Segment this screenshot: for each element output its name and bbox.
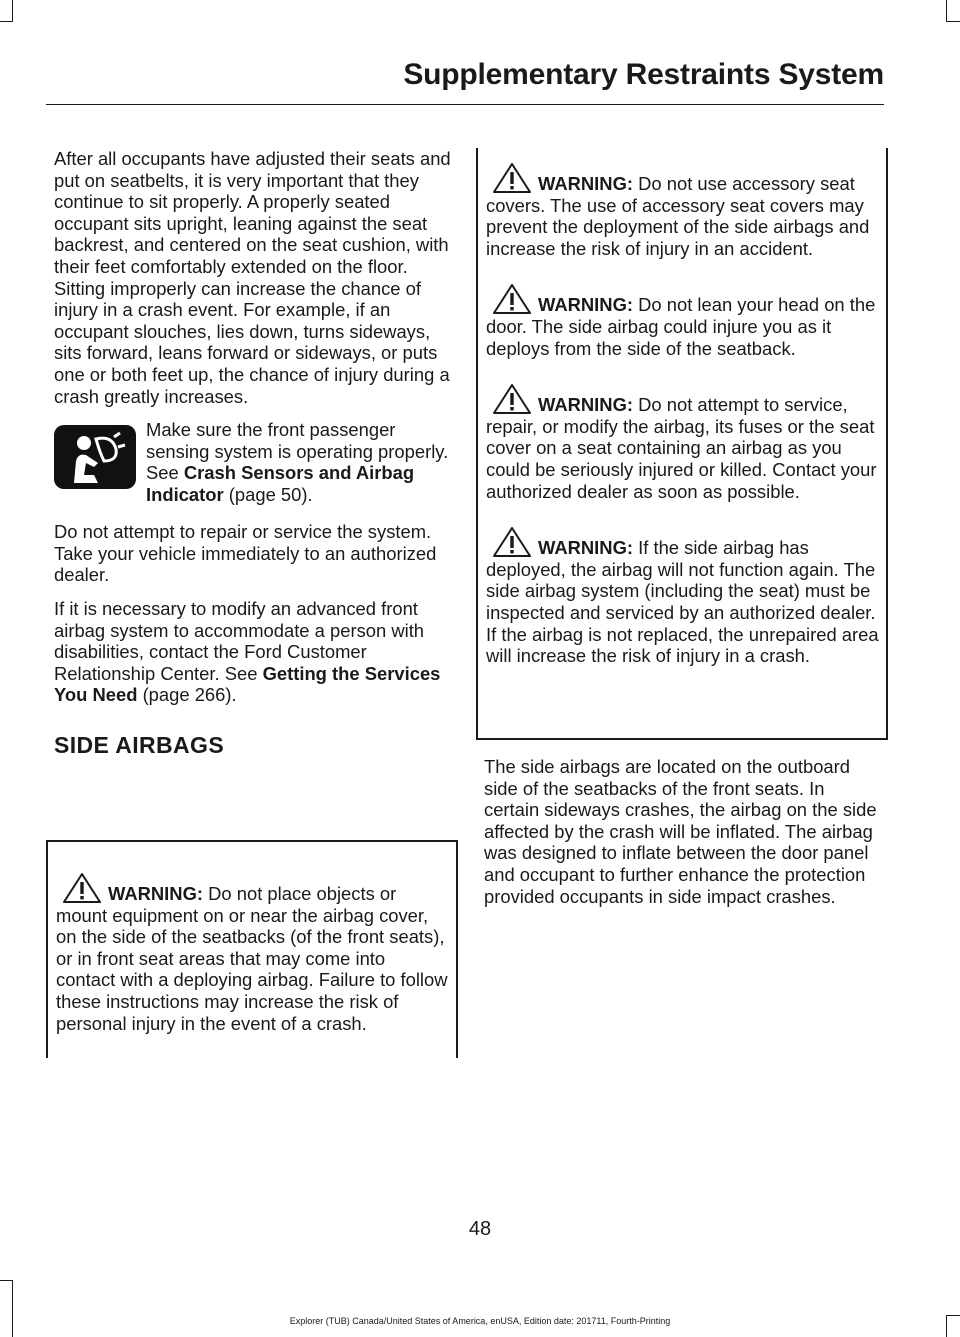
page-title: Supplementary Restraints System [403,58,884,91]
warning-text: WARNING: Do not place objects or mount equipment on or near the airbag cover, on the side of the seatbacks (of the front seats), or in front seat areas that may come into contact with a deploying airbag. Failure to follow these instructions may increase the risk of personal injury in the event of a crash. [48,842,456,1034]
warning-triangle-icon [56,872,106,904]
warning-triangle-icon [486,526,536,558]
warning-triangle-icon [486,283,536,315]
warning-text: WARNING: Do not use accessory seat covers. The use of accessory seat covers may prevent the deployment of the side airbags and increase the risk of injury in an accident. [478,148,886,259]
crop-mark [0,21,13,22]
crash-sensors-link[interactable]: Crash Sensors and Airbag Indicator [146,462,415,505]
repair-paragraph: Do not attempt to repair or service the system. Take your vehicle immediately to an authorized dealer. [54,521,437,586]
side-airbag-location-paragraph: The side airbags are located on the outboard side of the seatbacks of the front seats. In certain sideways crashes, the airbag on the side affected by the crash will be inflated. The airbag was designed to inflate between the door panel and occupant to further enhance the protection provided occupants in side impact crashes. [484,756,877,907]
crop-mark [12,0,13,22]
warning-text: WARNING: If the side airbag has deployed, the airbag will not function again. The side airbag system (including the seat) must be inspected and serviced by an authorized dealer. If the airbag is not replaced, the unrepaired area will increase the risk of injury in a crash. [478,502,886,667]
left-column [54,148,456,785]
warning-triangle-icon [486,383,536,415]
right-column [484,756,882,919]
warning-box [476,148,888,740]
getting-services-link[interactable]: Getting the Services You Need [54,662,441,706]
indicator-note-text: Make sure the front passenger sensing system is operating properly. See Crash Sensors and Airbag Indicator (page 50). [146,419,449,505]
crop-mark [946,0,947,22]
crop-mark [0,1280,13,1281]
crop-mark [946,21,960,22]
header-divider [46,104,884,105]
warning-text: WARNING: Do not lean your head on the door. The side airbag could injure you as it deploys from the side of the seatback. [478,259,886,359]
disabilities-paragraph: If it is necessary to modify an advanced front airbag system to accommodate a person with disabilities, contact the Ford Customer Relationship Center. See Getting the Services You Need (page 266). [54,597,441,706]
airbag-indicator-icon [54,425,136,489]
warning-text: WARNING: Do not attempt to service, repair, or modify the airbag, its fuses or the seat cover on a seat containing an airbag as you could be seriously injured or killed. Contact your authorized dealer as soon as possible. [478,359,886,502]
warning-triangle-icon [486,162,536,194]
section-heading: SIDE AIRBAGS [54,731,225,758]
indicator-note [54,419,456,509]
page-number: 48 [468,1218,492,1240]
occupant-seating-paragraph: After all occupants have adjusted their seats and put on seatbelts, it is very important that they continue to sit properly. A properly seated occupant sits upright, leaning against the seat backrest, and centered on the seat cushion, with their feet comfortably extended on the floor. Sitting improperly can increase the chance of injury in a crash event. For example, if an occupant slouches, lies down, turns sideways, sits forward, leans forward or sideways, or puts one or both feet up, the chance of injury during a crash greatly increases. [54,148,451,407]
edition-line: Explorer (TUB) Canada/United States of America, enUSA, Edition date: 201711, Fourth-Printing [289,1316,671,1326]
warning-box [46,840,458,1058]
crop-mark [12,1280,13,1337]
